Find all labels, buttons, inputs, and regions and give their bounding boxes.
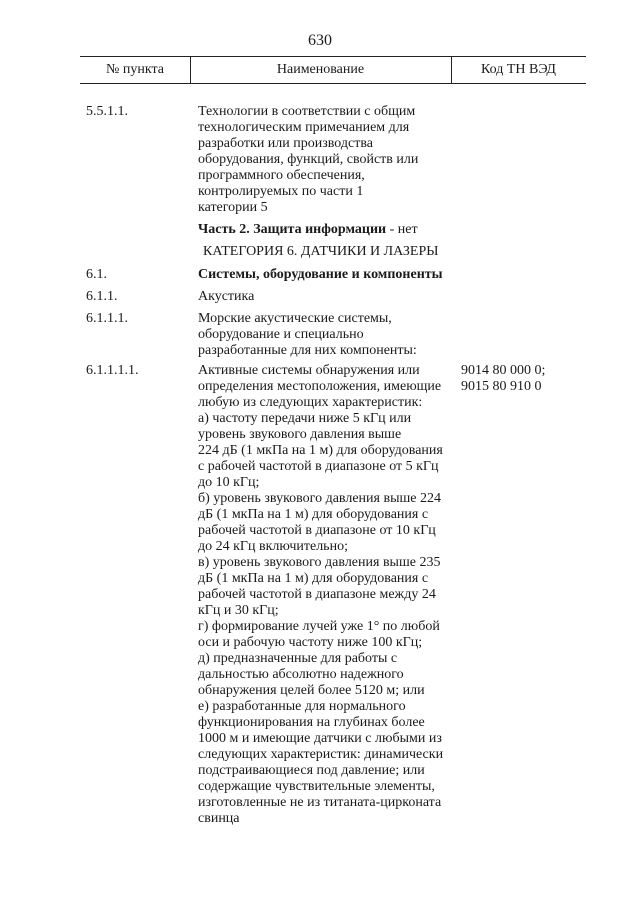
part-heading-rest: - нет xyxy=(386,222,418,237)
item-number: 6.1.1.1. xyxy=(86,311,128,326)
item-name xyxy=(198,104,458,216)
header-tn-ved-code: Код ТН ВЭД xyxy=(481,62,556,77)
name-line: оси и рабочую частоту ниже 100 кГц; xyxy=(198,635,423,650)
name-line: 1000 м и имеющие датчики с любыми из xyxy=(198,731,442,746)
name-line: определения местоположения, имеющие xyxy=(198,379,442,394)
name-line: любую из следующих характеристик: xyxy=(198,395,423,410)
name-line: обнаружения целей более 5120 м; или xyxy=(198,683,425,698)
item-number: 5.5.1.1. xyxy=(86,104,128,119)
category-title: КАТЕГОРИЯ 6. ДАТЧИКИ И ЛАЗЕРЫ xyxy=(203,244,439,259)
item-number: 6.1. xyxy=(86,267,107,282)
header-name: Наименование xyxy=(276,62,365,77)
name-line: кГц и 30 кГц; xyxy=(198,603,279,618)
name-line: категории 5 xyxy=(198,200,268,215)
name-line: следующих характеристик: динамически xyxy=(198,747,444,762)
name-line: контролируемых по части 1 xyxy=(198,184,364,199)
item-name: Системы, оборудование и компоненты xyxy=(198,267,443,282)
name-line: до 10 кГц; xyxy=(198,475,260,490)
name-line: г) формирование лучей уже 1° по любой xyxy=(198,619,440,634)
name-line: содержащие чувствительные элементы, xyxy=(198,779,435,794)
name-line: в) уровень звукового давления выше 235 xyxy=(198,555,441,570)
item-number: 6.1.1. xyxy=(86,289,118,304)
name-line: Технологии в соответствии с общим xyxy=(198,104,416,119)
name-line: свинца xyxy=(198,811,240,826)
name-line: 224 дБ (1 мкПа на 1 м) для оборудования xyxy=(198,443,443,458)
name-line: оборудование и специально xyxy=(198,327,364,342)
name-line: д) предназначенные для работы с xyxy=(198,651,398,666)
name-line: е) разработанные для нормального xyxy=(198,699,406,714)
tn-ved-code: 9015 80 910 0 xyxy=(461,379,542,394)
name-line: технологическим примечанием для xyxy=(198,120,410,135)
name-line: разработанные для них компоненты: xyxy=(198,343,417,358)
item-name xyxy=(198,311,458,359)
name-line: функционирования на глубинах более xyxy=(198,715,425,730)
name-line: б) уровень звукового давления выше 224 xyxy=(198,491,441,506)
name-line: оборудования, функций, свойств или xyxy=(198,152,419,167)
name-line: дБ (1 мкПа на 1 м) для оборудования с xyxy=(198,507,429,522)
header-rule-bottom xyxy=(80,83,586,84)
name-line: подстраивающиеся под давление; или xyxy=(198,763,425,778)
name-line: дБ (1 мкПа на 1 м) для оборудования с xyxy=(198,571,429,586)
name-line: рабочей частотой в диапазоне между 24 xyxy=(198,587,436,602)
item-name xyxy=(198,363,458,827)
name-line: дальностью абсолютно надежного xyxy=(198,667,404,682)
tn-ved-code: 9014 80 000 0; xyxy=(461,363,546,378)
header-item-number: № пункта xyxy=(106,62,164,77)
name-line: рабочей частотой в диапазоне от 10 кГц xyxy=(198,523,436,538)
name-line: с рабочей частотой в диапазоне от 5 кГц xyxy=(198,459,439,474)
name-line: разработки или производства xyxy=(198,136,373,151)
name-line: до 24 кГц включительно; xyxy=(198,539,348,554)
page-number: 630 xyxy=(308,32,332,49)
name-line: программного обеспечения, xyxy=(198,168,365,183)
tn-ved-codes xyxy=(461,363,545,395)
item-name: Акустика xyxy=(198,289,255,304)
name-line: уровень звукового давления выше xyxy=(198,427,402,442)
part-heading-bold: Часть 2. Защита информации xyxy=(198,222,387,237)
name-line: Морские акустические системы, xyxy=(198,311,392,326)
name-line: изготовленные не из титаната-цирконата xyxy=(198,795,442,810)
name-line: а) частоту передачи ниже 5 кГц или xyxy=(198,411,412,426)
item-number: 6.1.1.1.1. xyxy=(86,363,139,378)
name-line: Активные системы обнаружения или xyxy=(198,363,420,378)
